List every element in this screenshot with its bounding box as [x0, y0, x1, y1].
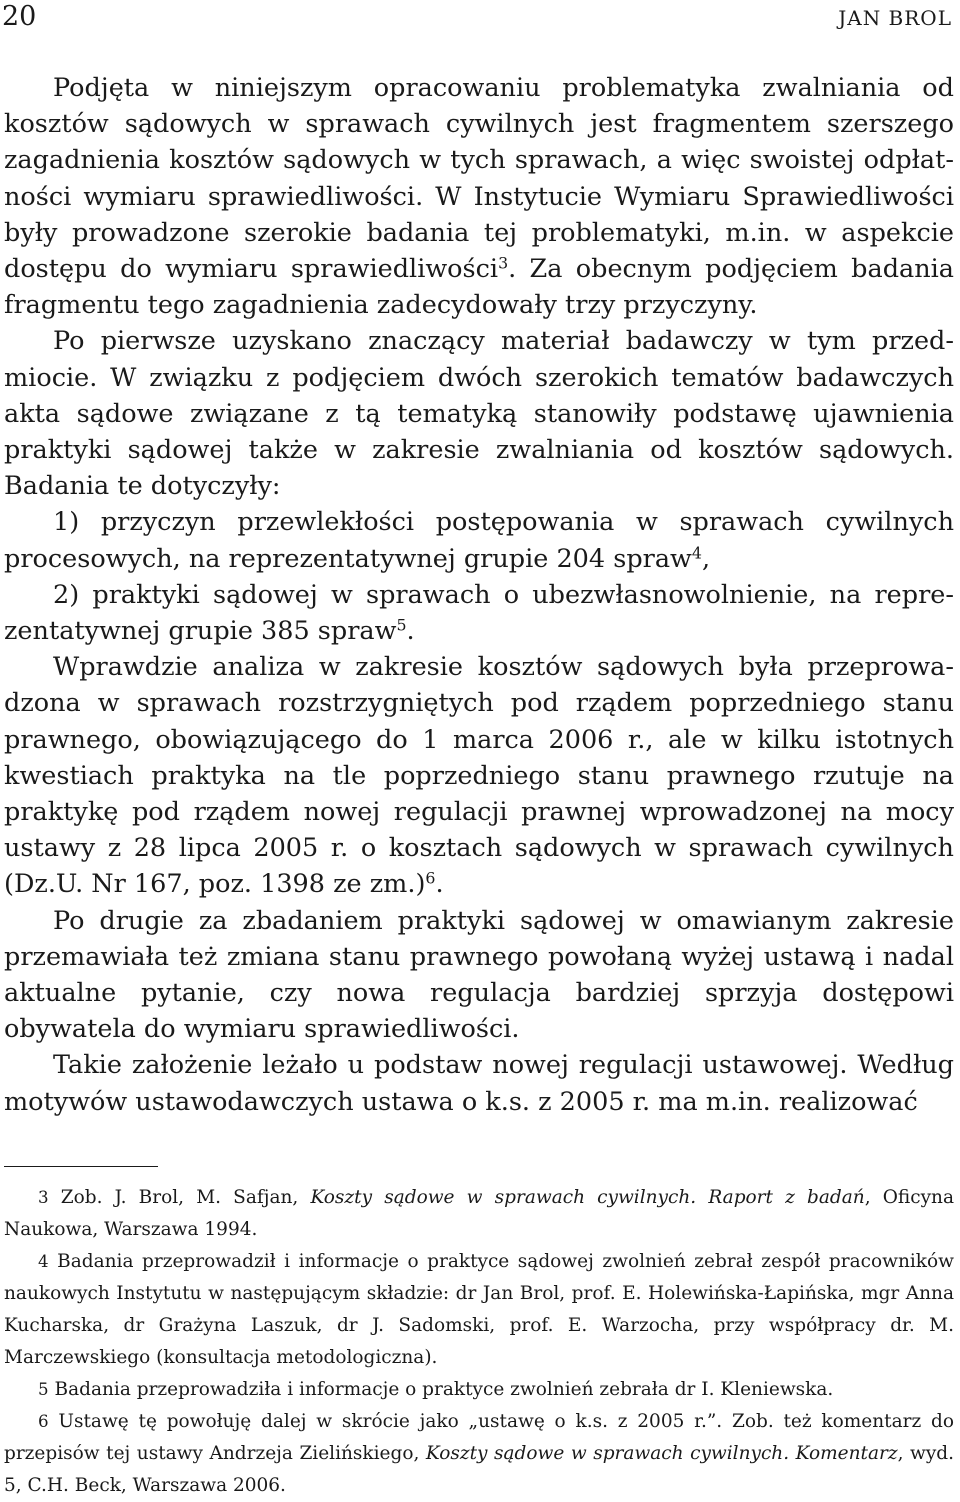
footnote-text: , Oficyna Naukowa, Warszawa 1994. [4, 1187, 954, 1240]
footnote-ref-6[interactable]: 6 [425, 868, 436, 888]
footnote-text: , wyd. 5, C.H. Beck, Warszawa 2006. [4, 1443, 954, 1496]
footnote-3 [4, 1182, 954, 1246]
footnote-number: 6 [38, 1412, 49, 1431]
paragraph-text: Podjęta w niniejszym opracowaniu problematyka zwalniania od kosztów sądowych w sprawach cywilnych jest fragmentem szerszego zagadnienia kosztów sądowych w tych sprawach, a więc swoistej odpłatności wymiaru sprawiedliwości. W Instytucie Wymiaru Sprawiedliwości były prowadzone szerokie badania tej problematyki, m.in. w aspekcie dostępu do wymiaru sprawiedliwości [4, 73, 954, 285]
footnote-title: Koszty sądowe w sprawach cywilnych. Raport z badań [310, 1187, 865, 1208]
footnote-number: 4 [38, 1252, 49, 1271]
footnote-number: 5 [38, 1380, 49, 1399]
paragraph-4 [4, 903, 954, 1048]
page-number: 20 [2, 1, 37, 32]
list-item-text: , [701, 543, 711, 574]
paragraph-text: . Za obecnym podjęciem badania fragmentu tego zagadnienia zadecydowały trzy przyczyny. [4, 254, 955, 321]
list-item-text: . [406, 616, 415, 647]
paragraph-text: Po pierwsze uzyskano znaczący materiał badawczy w tym przedmiocie. W związku z podjęciem dwóch szerokich tematów badawczych akta sądowe związane z tą tematyką stanowiły podstawę ujawnienia praktyki sądowej także w zakresie zwalniania od kosztów sądowych. Badania te dotyczyły: [4, 326, 954, 502]
footnote-5 [4, 1374, 954, 1406]
paragraph-text: Wprawdzie analiza w zakresie kosztów sądowych była przeprowadzona w sprawach rozstrzygniętych pod rządem poprzedniego stanu prawnego, obowiązującego do 1 marca 2006 r., ale w kilku istotnych kwestiach praktyka na tle poprzedniego stanu prawnego rzutuje na praktykę pod rządem nowej regulacji prawnej wprowadzonej na mocy ustawy z 28 lipca 2005 r. o kosztach sądowych w sprawach cywilnych (Dz.U. Nr 167, poz. 1398 ze zm.) [4, 652, 954, 900]
footnotes [4, 1182, 954, 1502]
footnote-ref-4[interactable]: 4 [691, 542, 702, 562]
list-item-text: 2) praktyki sądowej w sprawach o ubezwłasnowolnienie, na reprezentatywnej grupie 385 spraw [4, 579, 954, 647]
footnote-ref-5[interactable]: 5 [396, 615, 407, 635]
paragraph-2 [4, 323, 954, 504]
footnote-text: Ustawę tę powołuję dalej w skrócie jako „ustawę o k.s. z 2005 r.”. Zob. też komentarz do przepisów tej ustawy Andrzeja Zielińskiego, [4, 1411, 954, 1464]
page-header [0, 0, 960, 40]
footnote-separator [4, 1166, 158, 1167]
footnote-ref-3[interactable]: 3 [498, 253, 509, 273]
footnote-text: Badania przeprowadziła i informacje o praktyce zwolnień zebrała dr I. Kleniewska. [54, 1379, 834, 1400]
main-text [4, 70, 954, 1120]
paragraph-3 [4, 649, 954, 902]
paragraph-1 [4, 70, 954, 323]
footnote-text: Zob. J. Brol, M. Safjan, [60, 1187, 311, 1208]
paragraph-5 [4, 1047, 954, 1119]
list-item-2 [4, 577, 954, 649]
paragraph-text: Po drugie za zbadaniem praktyki sądowej w omawianym zakresie przemawiała też zmiana stanu prawnego powołaną wyżej ustawą i nadal aktualne pytanie, czy nowa regulacja bardziej sprzyja dostępowi obywatela do wymiaru sprawiedliwości. [4, 905, 954, 1045]
footnote-title: Koszty sądowe w sprawach cywilnych. Komentarz [425, 1443, 898, 1464]
paragraph-text: . [435, 869, 444, 900]
footnote-6 [4, 1406, 954, 1502]
footnote-number: 3 [38, 1188, 49, 1207]
list-item-text: 1) przyczyn przewlekłości postępowania w sprawach cywilnych procesowych, na reprezentatywnej grupie 204 spraw [4, 507, 954, 574]
running-head: JAN BROL [838, 6, 952, 30]
list-item-1 [4, 504, 954, 576]
footnote-text: Badania przeprowadził i informacje o praktyce sądowej zwolnień zebrał zespół pracowników naukowych Instytutu w następującym składzie: dr Jan Brol, prof. E. Holewińska-Łapińska, mgr Anna Kucharska, dr Grażyna Laszuk, dr J. Sadomski, prof. E. Warzocha, przy współpracy dr. M. Marczewskiego (konsultacja metodologiczna). [4, 1251, 954, 1368]
paragraph-text: Takie założenie leżało u podstaw nowej regulacji ustawowej. Według motywów ustawodawczych ustawa o k.s. z 2005 r. ma m.in. realizować [4, 1050, 954, 1117]
footnote-4 [4, 1246, 954, 1374]
